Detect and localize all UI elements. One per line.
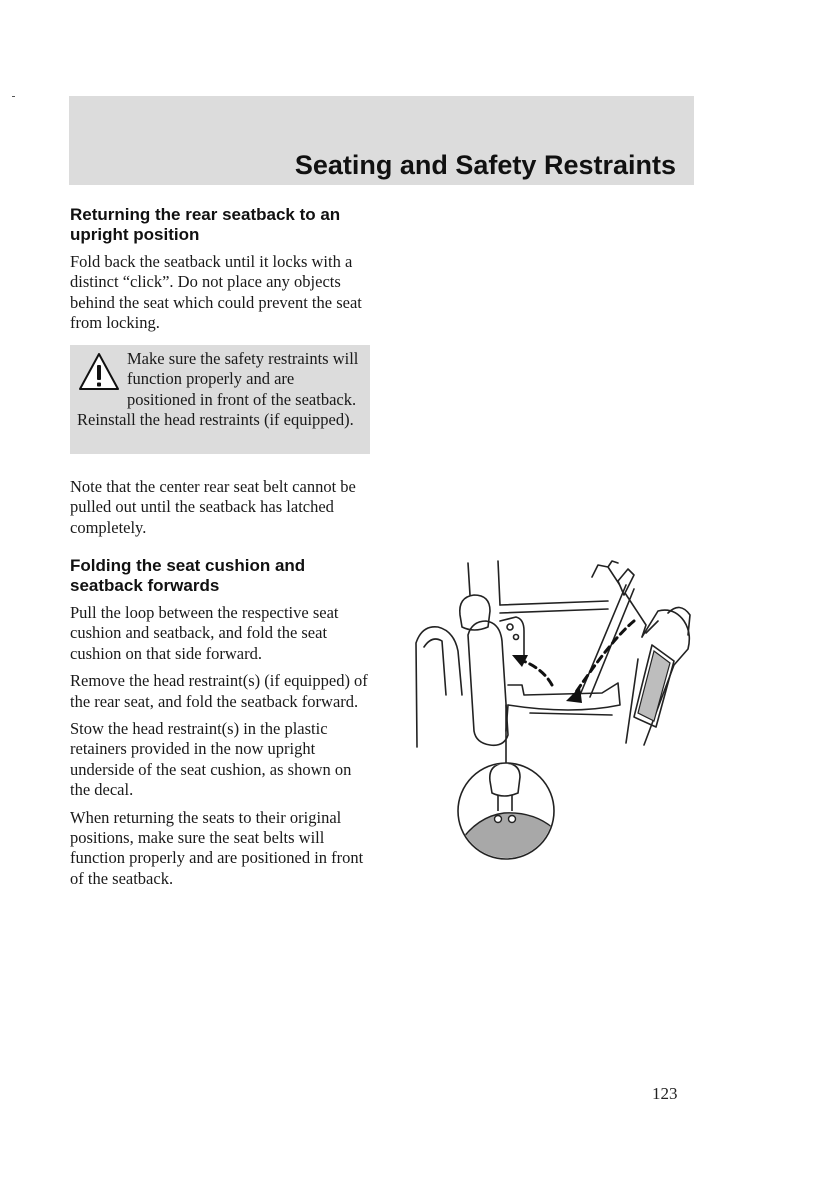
- section-heading: Folding the seat cushion and seatback forwards: [70, 556, 306, 595]
- section-paragraph: Fold back the seatback until it locks with a distinct “click”. Do not place any objects behind the seat which could prevent the seat from locking.: [70, 252, 362, 333]
- warning-text: Make sure the safety restraints will function properly and are positioned in front of the seatback. Reinstall the head restraints (if equipped).: [77, 349, 359, 430]
- page-number: 123: [652, 1084, 678, 1103]
- section-paragraph: Remove the head restraint(s) (if equipped) of the rear seat, and fold the seatback forward.: [70, 671, 368, 711]
- rear-seat-folding-diagram: [412, 555, 700, 860]
- section-returning-seatback: [70, 205, 375, 334]
- section-paragraph: Stow the head restraint(s) in the plastic retainers provided in the now upright underside of the seat cushion, as shown on the decal.: [70, 719, 352, 800]
- note-paragraph: Note that the center rear seat belt cannot be pulled out until the seatback has latched completely.: [70, 477, 356, 537]
- section-paragraph: Pull the loop between the respective seat cushion and seatback, and fold the seat cushion on that side forward.: [70, 603, 339, 663]
- header-band: [69, 96, 694, 185]
- section-folding-forward: [70, 556, 375, 889]
- section-paragraph: When returning the seats to their original positions, make sure the seat belts will function properly and are positioned in front of the seatback.: [70, 807, 364, 888]
- warning-box: [70, 345, 370, 454]
- scan-mark: [12, 96, 15, 97]
- warning-triangle-icon: [77, 351, 121, 393]
- note-block: [70, 477, 375, 538]
- section-heading: Returning the rear seatback to an upright position: [70, 205, 341, 244]
- page-title: Seating and Safety Restraints: [294, 150, 676, 180]
